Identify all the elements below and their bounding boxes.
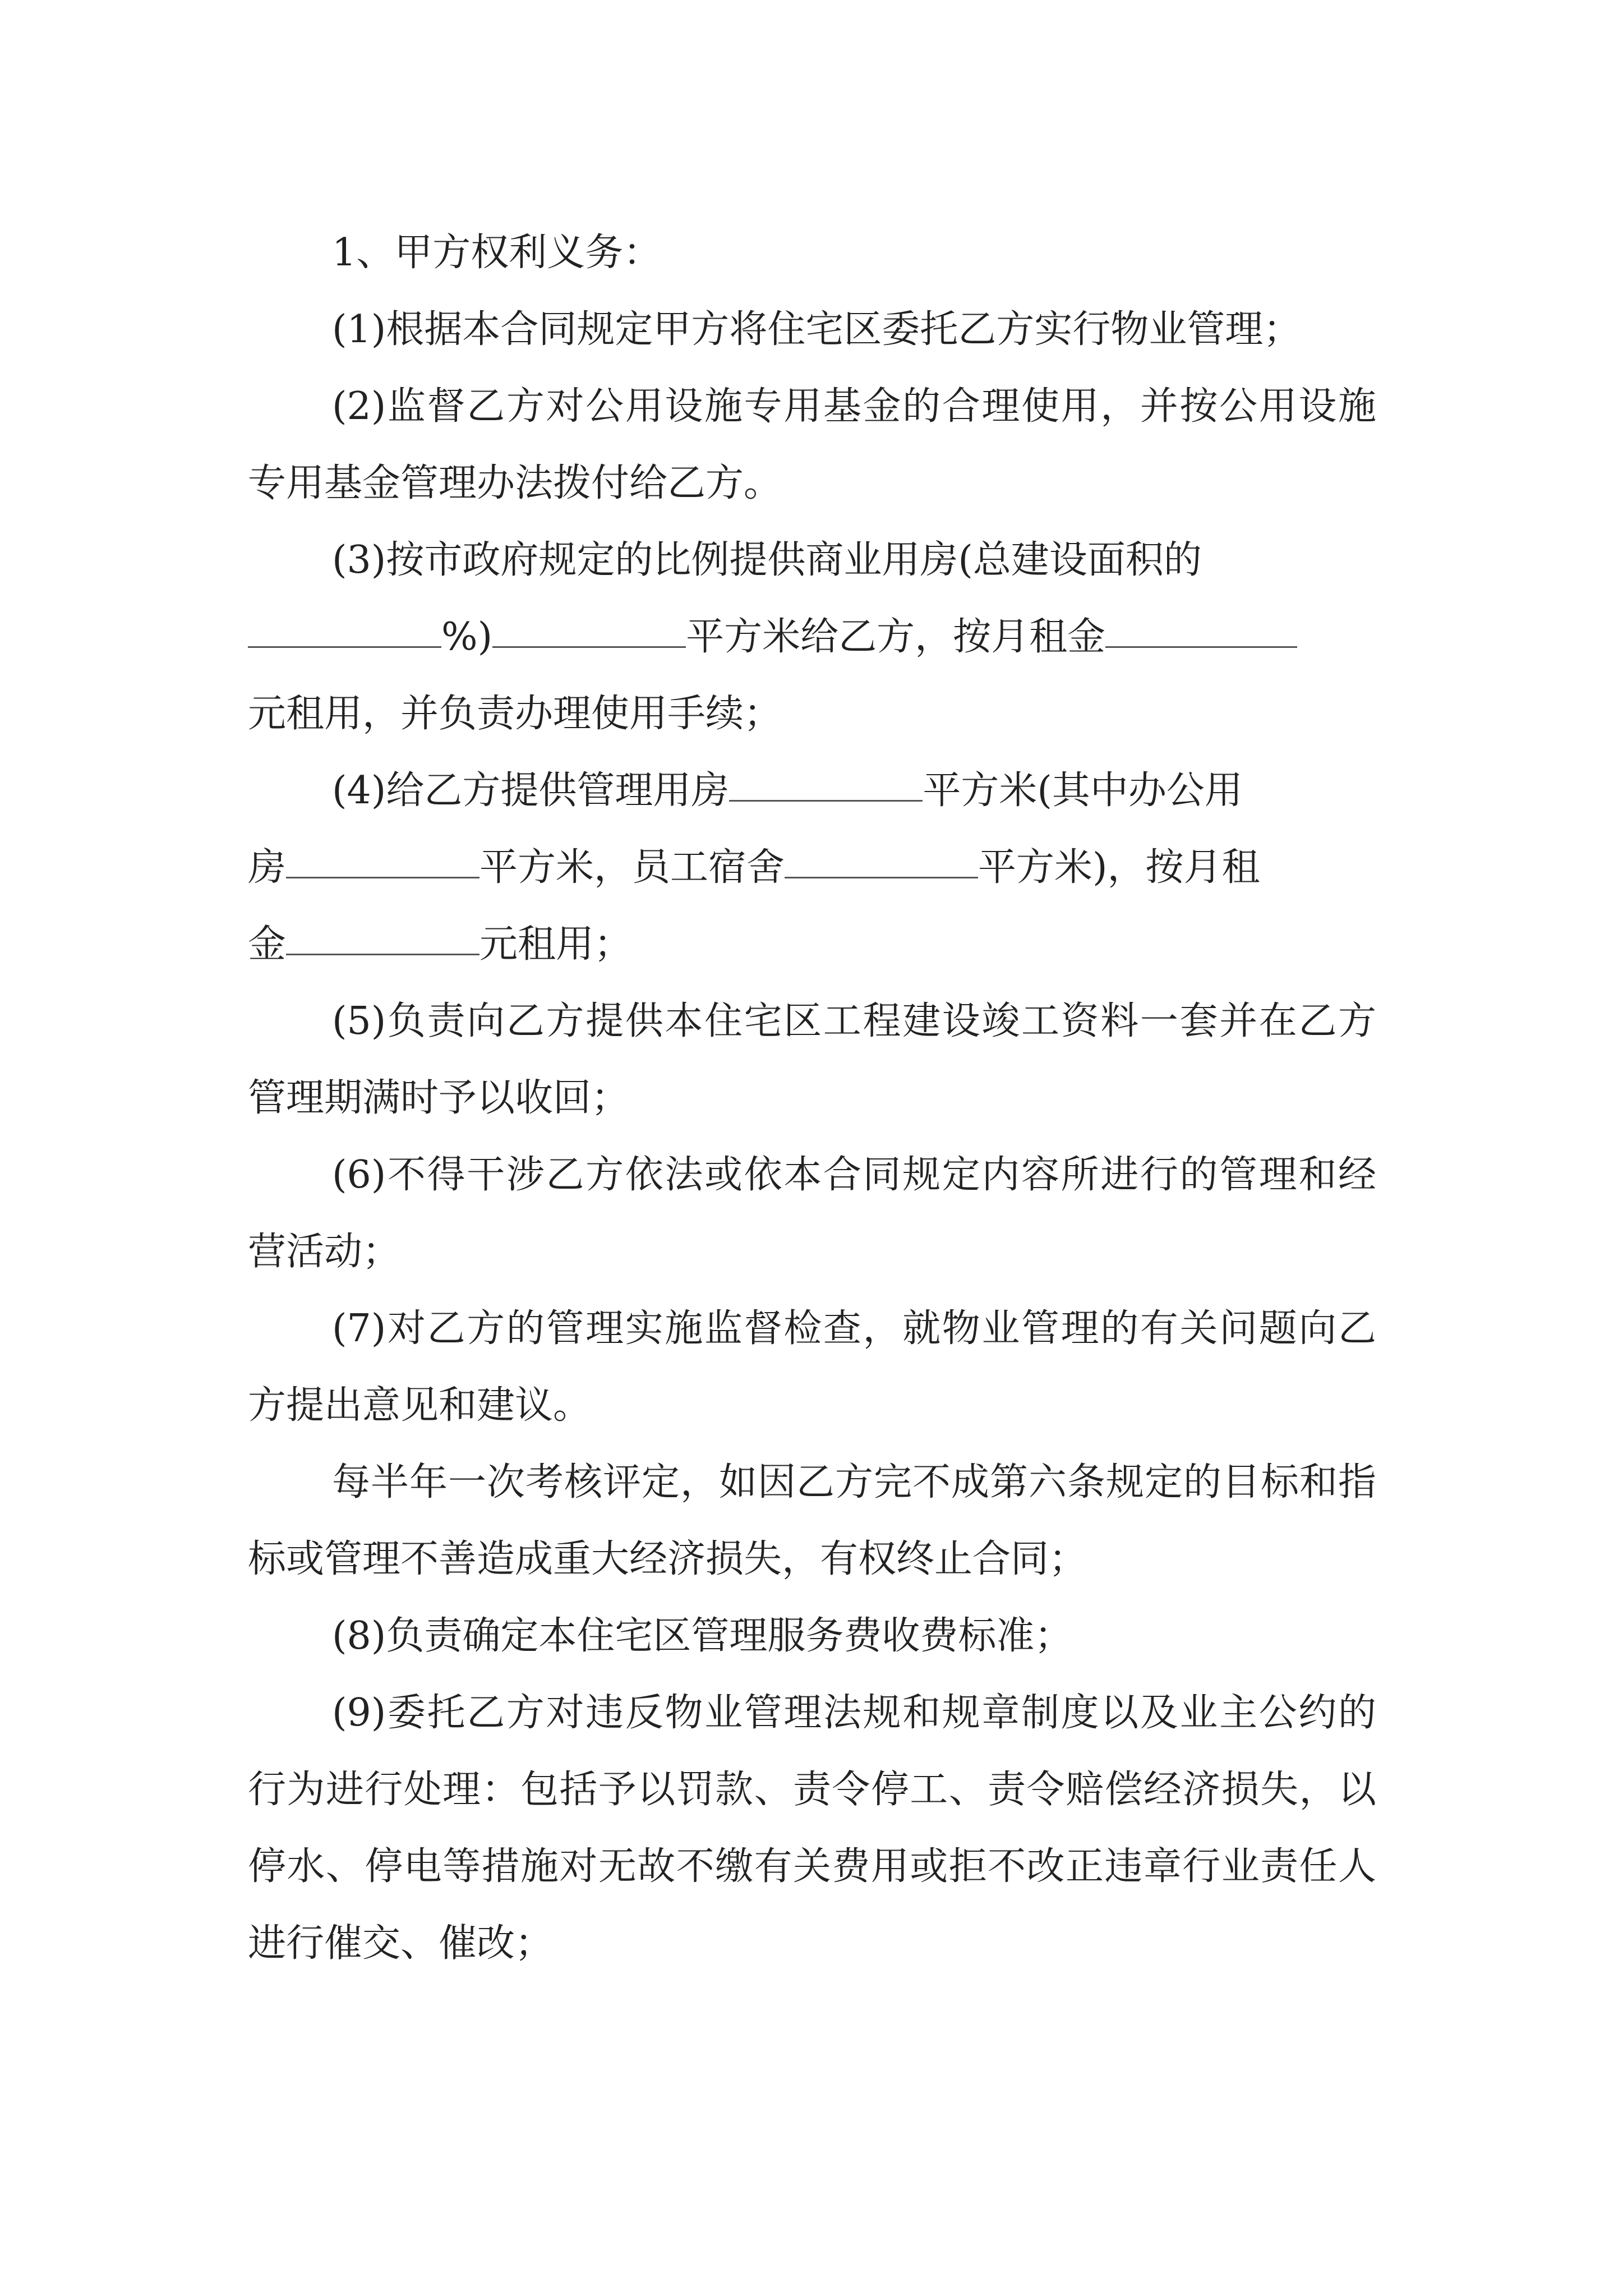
- clause-7-note: 每半年一次考核评定，如因乙方完不成第六条规定的目标和指标或管理不善造成重大经济损失，有权终止合同；: [248, 1460, 1376, 1581]
- blank-rent-field: [1105, 646, 1297, 648]
- section-heading: 1、甲方权利义务：: [332, 231, 662, 275]
- clause-3-line-1: (3)按市政府规定的比例提供商业用房(总建设面积的: [332, 538, 1202, 582]
- blank-office-area-field: [286, 876, 479, 878]
- blank-dorm-area-field: [785, 876, 978, 878]
- clause-4-text-g: 元租用；: [479, 922, 633, 967]
- blank-ratio-field: [248, 646, 441, 648]
- clause-9: (9)委托乙方对违反物业管理法规和规章制度以及业主公约的行为进行处理：包括予以罚款、责令停工、责令赔偿经济损失，以停水、停电等措施对无故不缴有关费用或拒不改正违章行业责任人进行催交、催改；: [248, 1691, 1376, 1966]
- clause-4-text-b: 平方米(其中办公用: [923, 769, 1243, 813]
- clause-5: (5)负责向乙方提供本住宅区工程建设竣工资料一套并在乙方管理期满时予以收回；: [248, 999, 1376, 1120]
- clause-4-text-c: 房: [248, 845, 287, 890]
- blank-mgmt-area-field: [729, 799, 923, 802]
- clause-3-line-3: 元租用，并负责办理使用手续；: [248, 692, 782, 736]
- clause-3-mid-text: 平方米给乙方，按月租金: [686, 615, 1106, 659]
- clause-4-line-2: [248, 829, 1376, 906]
- clause-4-text-f: 金: [248, 922, 287, 967]
- clause-2: (2)监督乙方对公用设施专用基金的合理使用，并按公用设施专用基金管理办法拨付给乙方。: [248, 384, 1376, 505]
- clause-4-line-3: [248, 906, 1376, 983]
- clause-7: (7)对乙方的管理实施监督检查，就物业管理的有关问题向乙方提出意见和建议。: [248, 1306, 1376, 1428]
- clause-3-line-2: [248, 599, 1376, 675]
- clause-1: (1)根据本合同规定甲方将住宅区委托乙方实行物业管理；: [332, 307, 1302, 352]
- document-page: [248, 214, 1376, 1982]
- clause-4-text-a: (4)给乙方提供管理用房: [332, 769, 730, 813]
- clause-3: [248, 522, 1376, 752]
- clause-4-text-d: 平方米，员工宿舍: [479, 845, 785, 890]
- clause-4-text-e: 平方米)，按月租: [978, 845, 1260, 890]
- clause-8: (8)负责确定本住宅区管理服务费收费标准；: [332, 1614, 1073, 1658]
- clause-6: (6)不得干涉乙方依法或依本合同规定内容所进行的管理和经营活动；: [248, 1153, 1376, 1274]
- clause-4: [248, 752, 1376, 983]
- clause-3-percent-text: %): [441, 615, 493, 659]
- blank-monthly-rent-field: [286, 953, 479, 955]
- blank-area-field: [492, 646, 686, 648]
